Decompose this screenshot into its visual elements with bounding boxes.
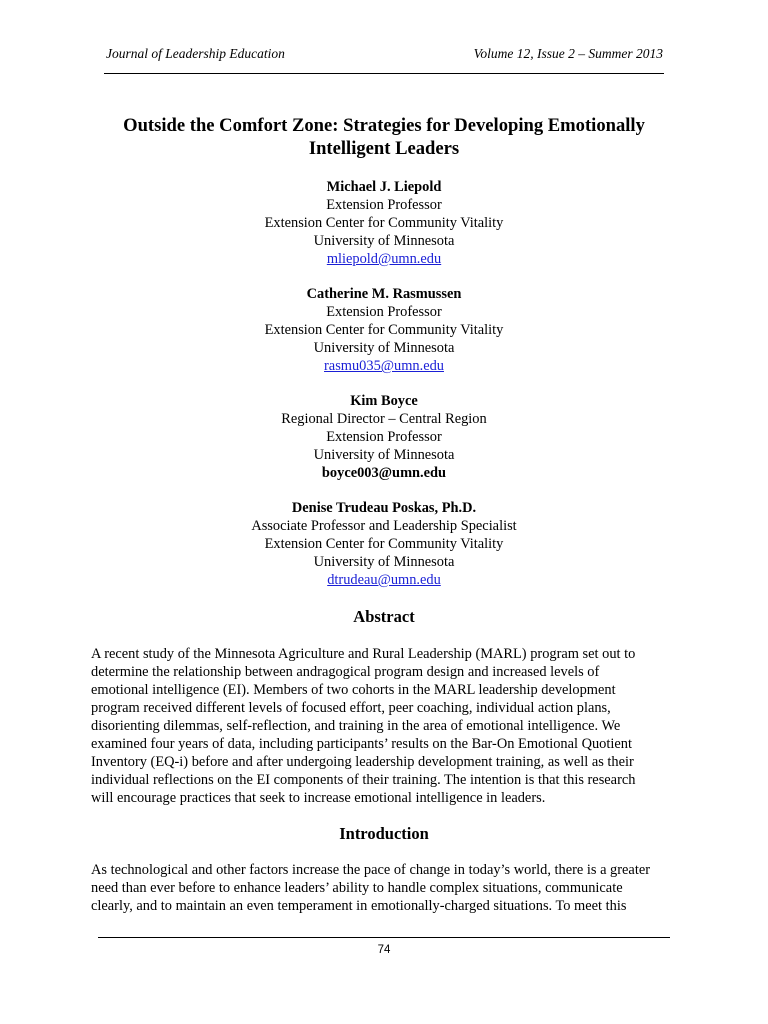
page-number: 74: [377, 944, 391, 956]
author-list: [60, 178, 708, 606]
author-block: [60, 392, 708, 482]
introduction-heading: Introduction: [339, 824, 429, 843]
author-block: [60, 178, 708, 268]
text-line: emotional intelligence (EI). Members of two cohorts in the MARL leadership development: [91, 682, 616, 698]
author-name: Catherine M. Rasmussen: [306, 286, 462, 302]
text-line: need than ever before to enhance leaders’ ability to handle complex situations, communicate: [91, 880, 623, 896]
title-line: Outside the Comfort Zone: Strategies for Developing Emotionally: [123, 115, 645, 136]
author-title: Extension Professor: [326, 304, 442, 320]
journal-name: Journal of Leadership Education: [106, 46, 285, 61]
abstract-body: [91, 645, 677, 807]
text-line: individual reflections on the EI components of their training. The intention is that this research: [91, 772, 636, 788]
author-title: Extension Professor: [326, 429, 442, 445]
author-institution: University of Minnesota: [313, 554, 455, 570]
author-email-link[interactable]: dtrudeau@umn.edu: [327, 572, 441, 588]
author-institution: University of Minnesota: [313, 233, 455, 249]
paper-title: [60, 114, 708, 160]
introduction-body: [91, 861, 677, 915]
footer-divider: [98, 937, 670, 938]
author-email: boyce003@umn.edu: [321, 465, 447, 481]
running-header: [106, 46, 663, 62]
author-institution: University of Minnesota: [313, 340, 455, 356]
abstract-heading: Abstract: [353, 607, 415, 626]
author-title: Associate Professor and Leadership Specialist: [251, 518, 517, 534]
author-department: Extension Center for Community Vitality: [264, 536, 504, 552]
text-line: program received different levels of focused effort, peer coaching, individual action plans,: [91, 700, 611, 716]
text-line: examined four years of data, including participants’ results on the Bar-On Emotional Quotient: [91, 736, 632, 752]
author-email-link[interactable]: mliepold@umn.edu: [326, 251, 442, 267]
text-line: clearly, and to maintain an even temperament in emotionally-charged situations. To meet this: [91, 898, 627, 914]
author-block: [60, 285, 708, 375]
header-divider: [104, 73, 664, 74]
author-institution: University of Minnesota: [313, 447, 455, 463]
author-title: Extension Professor: [326, 197, 442, 213]
text-line: disorienting dilemmas, self-reflection, and training in the area of emotional intelligence. We: [91, 718, 621, 734]
title-line: Intelligent Leaders: [308, 138, 460, 159]
author-title: Regional Director – Central Region: [281, 411, 487, 427]
author-name: Michael J. Liepold: [326, 179, 442, 195]
author-department: Extension Center for Community Vitality: [264, 215, 504, 231]
author-block: [60, 499, 708, 589]
author-email-link[interactable]: rasmu035@umn.edu: [324, 358, 444, 374]
author-department: Extension Center for Community Vitality: [264, 322, 504, 338]
author-name: Denise Trudeau Poskas, Ph.D.: [291, 500, 477, 516]
text-line: As technological and other factors increase the pace of change in today’s world, there is a greater: [91, 862, 650, 878]
text-line: A recent study of the Minnesota Agriculture and Rural Leadership (MARL) program set out to: [91, 646, 636, 662]
text-line: determine the relationship between andragogical program design and increased levels of: [91, 664, 600, 680]
text-line: Inventory (EQ-i) before and after undergoing leadership development training, as well as their: [91, 754, 634, 770]
volume-issue: Volume 12, Issue 2 – Summer 2013: [473, 46, 663, 61]
text-line: will encourage practices that seek to increase emotional intelligence in leaders.: [91, 790, 546, 806]
author-name: Kim Boyce: [350, 393, 418, 409]
